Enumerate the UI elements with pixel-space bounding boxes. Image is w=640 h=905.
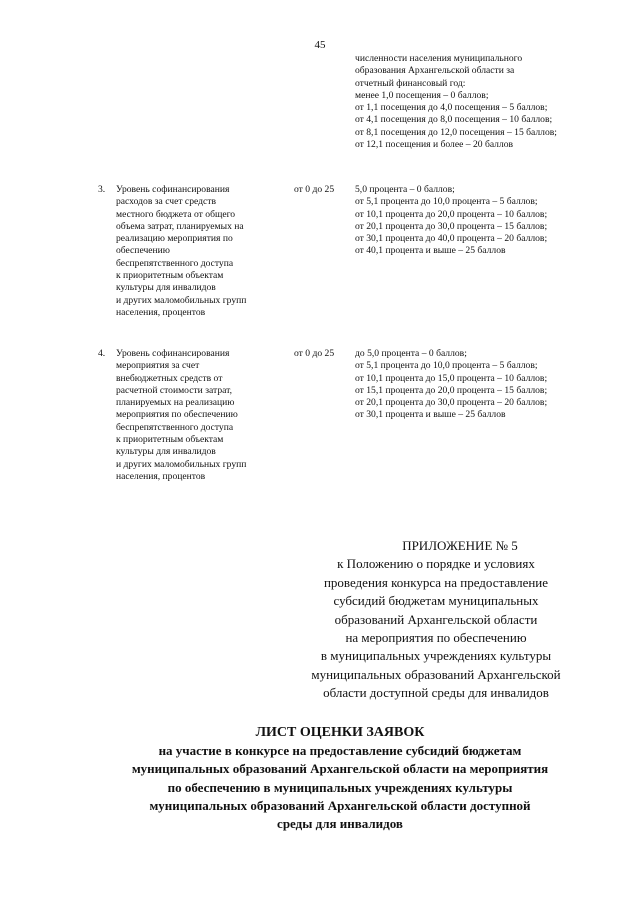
- title-main: ЛИСТ ОЦЕНКИ ЗАЯВОК: [255, 725, 425, 740]
- description-line: культуры для инвалидов: [116, 446, 216, 458]
- description-line: населения, процентов: [116, 306, 206, 318]
- description-line: к приоритетным объектам: [116, 270, 224, 282]
- appendix-line: субсидий бюджетам муниципальных: [333, 593, 539, 609]
- scoring-line: от 5,1 процента до 10,0 процента – 5 баллов;: [355, 360, 538, 372]
- criterion-4-range: от 0 до 25: [294, 348, 335, 359]
- appendix-line: к Положению о порядке и условиях: [337, 556, 535, 572]
- scoring-line: от 40,1 процента и выше – 25 баллов: [355, 245, 506, 257]
- description-line: внебюджетных средств от: [116, 372, 223, 384]
- continuation-line: от 1,1 посещения до 4,0 посещения – 5 баллов;: [355, 102, 548, 114]
- scoring-line: от 10,1 процента до 15,0 процента – 10 баллов;: [355, 372, 548, 384]
- scoring-line: от 20,1 процента до 30,0 процента – 15 баллов;: [355, 220, 548, 232]
- appendix-line: области доступной среды для инвалидов: [323, 685, 549, 701]
- description-line: расходов за счет средств: [116, 196, 216, 208]
- scoring-line: от 30,1 процента и выше – 25 баллов: [355, 409, 506, 421]
- appendix-line: проведения конкурса на предоставление: [323, 574, 549, 590]
- description-line: и других маломобильных групп: [116, 294, 247, 306]
- appendix-line: в муниципальных учреждениях культуры: [320, 648, 552, 664]
- description-line: местного бюджета от общего: [116, 208, 236, 220]
- description-line: и других маломобильных групп: [116, 458, 247, 470]
- appendix-line: муниципальных образований Архангельской: [311, 666, 561, 682]
- continuation-line: от 8,1 посещения до 12,0 посещения – 15 баллов;: [355, 126, 557, 138]
- title-line: на участие в конкурсе на предоставление субсидий бюджетам: [158, 743, 522, 759]
- continuation-line: образования Архангельской области за: [355, 65, 515, 77]
- scoring-line: от 10,1 процента до 20,0 процента – 10 баллов;: [355, 208, 548, 220]
- description-line: беспрепятственного доступа: [116, 257, 234, 269]
- description-line: мероприятия за счет: [116, 360, 200, 372]
- title-line: муниципальных образований Архангельской области доступной: [149, 797, 531, 813]
- title-line: среды для инвалидов: [277, 816, 403, 832]
- criterion-4-scoring: [355, 348, 547, 422]
- title-line: по обеспечению в муниципальных учреждениях культуры: [167, 779, 513, 795]
- description-line: обеспечению: [116, 245, 170, 257]
- criterion-3-range: от 0 до 25: [294, 184, 335, 195]
- continuation-line: отчетный финансовый год:: [355, 77, 466, 89]
- description-line: беспрепятственного доступа: [116, 421, 234, 433]
- document-title: [60, 724, 620, 833]
- continuation-line: от 12,1 посещения и более – 20 баллов: [355, 139, 514, 151]
- criterion-4-number: 4.: [98, 348, 106, 359]
- continuation-line: численности населения муниципального: [355, 53, 523, 64]
- appendix-line: образований Архангельской области: [334, 611, 538, 627]
- scoring-line: до 5,0 процента – 0 баллов;: [355, 348, 467, 359]
- continuation-line: от 4,1 посещения до 8,0 посещения – 10 баллов;: [355, 114, 553, 126]
- scoring-line: от 15,1 процента до 20,0 процента – 15 баллов;: [355, 384, 548, 396]
- page-number: 45: [314, 39, 326, 51]
- description-line: к приоритетным объектам: [116, 434, 224, 446]
- scoring-line: от 5,1 процента до 10,0 процента – 5 баллов;: [355, 196, 538, 208]
- title-line: муниципальных образований Архангельской области на мероприятия: [131, 761, 549, 777]
- description-line: расчетной стоимости затрат,: [116, 384, 232, 396]
- description-line: культуры для инвалидов: [116, 282, 216, 294]
- continuation-line: менее 1,0 посещения – 0 баллов;: [355, 89, 489, 101]
- description-line: реализацию мероприятия по: [116, 233, 233, 245]
- criterion-3-number: 3.: [98, 184, 106, 195]
- criterion-3-description: [116, 184, 246, 319]
- criterion-3-scoring: [355, 184, 547, 258]
- description-line: Уровень софинансирования: [116, 184, 230, 195]
- appendix-line: на мероприятия по обеспечению: [345, 630, 527, 646]
- description-line: объема затрат, планируемых на: [116, 220, 244, 232]
- description-line: населения, процентов: [116, 470, 206, 482]
- appendix-heading: ПРИЛОЖЕНИЕ № 5: [402, 538, 518, 553]
- scoring-line: от 20,1 процента до 30,0 процента – 20 баллов;: [355, 397, 548, 409]
- top-continuation: [355, 53, 557, 151]
- description-line: планируемых на реализацию: [116, 397, 235, 409]
- description-line: мероприятия по обеспечению: [116, 409, 238, 421]
- appendix-block: [278, 537, 594, 703]
- scoring-line: от 30,1 процента до 40,0 процента – 20 баллов;: [355, 233, 548, 245]
- scoring-line: 5,0 процента – 0 баллов;: [355, 184, 455, 195]
- criterion-4-description: [116, 348, 246, 483]
- description-line: Уровень софинансирования: [116, 348, 230, 359]
